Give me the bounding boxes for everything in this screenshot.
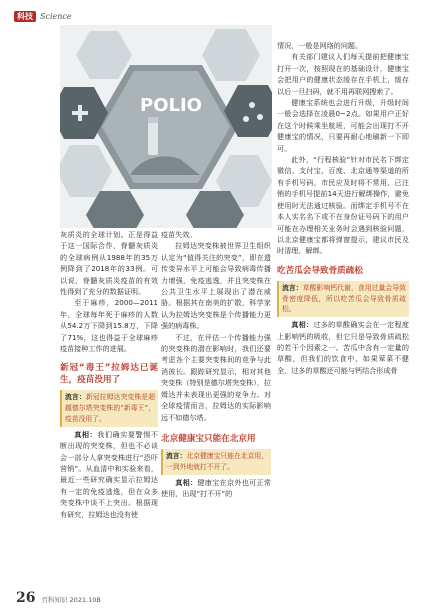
section-header bbox=[14, 9, 72, 23]
col3-para-4: 此外，“行程核验”针对市民名下绑定微信、支付宝、百度、北京通等渠道的所有手机号码，市民应及时将不常用、已注销的手机号提前14天进行解绑操作，避免使用时无法通过核验。而绑定手机号不在本人实名名下或不在身份证号码下的用户可能在办理相关业务时会遇到核验问题，以北京健康宝都将弹窗提示，建议市民及时清理、解绑。 bbox=[277, 155, 409, 256]
col1-heading: 新冠“毒王”拉姆达已诞生，疫苗没用了 bbox=[60, 363, 158, 386]
col1-para-1: 灰质炎的全球计划。正是得益于这一国际合作，脊髓灰质炎的全球病例从1988年的35万例降到了2018年的33例。可以说，脊髓灰质炎疫苗的有效性得到了充分的数据证明。 bbox=[60, 230, 158, 297]
col2-para-2: 拉姆达突变株被世界卫生组织认定为“值得关注的突变”，即在遗传变异水平上可能会导致病毒传播力增强、免疫逃逸，并且突变株在公共卫生水平上展现出了潜在威胁。根据其在南美的扩散，科学家认为拉姆达突变株是个传播能力更强的病毒株。 bbox=[161, 241, 271, 331]
hero-image bbox=[60, 25, 272, 228]
col2-para-3: 不过，在评估一个传播能力强的突变株的潜在影响时，我们还要考虑各个主要突变株间的竞争与此消彼长。跟踪研究显示，相对其他突变株（特别是德尔塔突变株），拉姆达并未表现出更强的竞争力。对全球疫情而言，拉姆达的实际影响远不如德尔塔。 bbox=[161, 332, 271, 422]
polio-illustration bbox=[60, 25, 272, 228]
col1-callout-lead: 流言： bbox=[65, 393, 86, 402]
polio-label: POLIO bbox=[140, 95, 202, 116]
col1-callout-text: 新冠拉姆达突变株是超越德尔塔突变株的“新毒王”，疫苗没用了。 bbox=[65, 393, 156, 424]
column-3 bbox=[277, 40, 409, 376]
col3-callout-lead: 流言： bbox=[282, 283, 303, 292]
col2-callout bbox=[161, 449, 271, 475]
col3-callout bbox=[277, 281, 409, 317]
col3-para-2: 有关部门建议人们每天提前把健康宝打开一次，按照现在的基础设计，健康宝会把用户的健康状态缓存在手机上，缓存以后一旦扫码，就不用再联网搜索了。 bbox=[277, 52, 409, 96]
col1-para-3: 我们确实要警惕不断出现的突变株，但也不必谈会一部分人拿突变株进行“恐吓营销”。从血清中和实验来看，最近一些研究确实显示拉姆达有一定的免疫逃逸，但在众多突变株中谈不上突出。根据现有研究，拉姆达也没有使 bbox=[60, 429, 158, 519]
col2-callout-lead: 流言： bbox=[166, 451, 187, 460]
page-footer bbox=[16, 590, 101, 606]
col2-heading: 北京健康宝只能在北京用 bbox=[161, 433, 256, 444]
col3-para-1: 情况，一般是网络的问题。 bbox=[277, 41, 363, 50]
col3-callout-text: 草酸影响钙代谢，食用过量会导致骨密度降低，所以吃苦瓜会导致骨质疏松。 bbox=[282, 283, 407, 314]
col3-truth-label: 真相： bbox=[291, 320, 314, 330]
section-badge: 科技 bbox=[14, 11, 36, 22]
col2-callout-text: 北京健康宝只能在北京用，一到外地就打不开了。 bbox=[166, 451, 269, 471]
column-1 bbox=[60, 229, 158, 520]
col3-heading: 吃苦瓜会导致骨质疏松 bbox=[277, 265, 363, 276]
col2-para-1: 疫苗失效。 bbox=[161, 230, 197, 239]
col3-para-3: 健康宝系统也会进行升级，升级时间一般会选择在凌晨0~2点。如果用户正好在这个时候乘坐航班，可能会出现打不开健康宝的情况，只要再耐心地刷新一下即可。 bbox=[277, 98, 409, 153]
column-2 bbox=[161, 229, 271, 499]
page-number: 26 bbox=[16, 590, 36, 606]
col1-callout bbox=[60, 390, 158, 426]
col2-truth-label: 真相： bbox=[175, 477, 198, 487]
section-english: Science bbox=[40, 11, 72, 21]
col1-truth-label: 真相： bbox=[74, 429, 98, 439]
publication-source: 百科知识 2021.10B bbox=[41, 596, 101, 604]
col1-para-2: 至于麻疹，2000—2011年，全球每年死于麻疹的人数从54.2万下降到15.8万，下降了71%，这也得益于全球麻疹疫苗接种工作的进展。 bbox=[60, 298, 158, 354]
col3-para-5: 过多的草酸确实会在一定程度上影响钙的吸收，但它只是导致骨质疏松的若干个因素之一。苦瓜中含有一定量的草酸，但我们的饮食中，如果荤菜不健全，过多的草酸还可能与钙结合形成骨 bbox=[277, 320, 410, 375]
col2-para-4: 健康宝在京外也可正常使用，出现“打不开”的 bbox=[161, 477, 272, 498]
